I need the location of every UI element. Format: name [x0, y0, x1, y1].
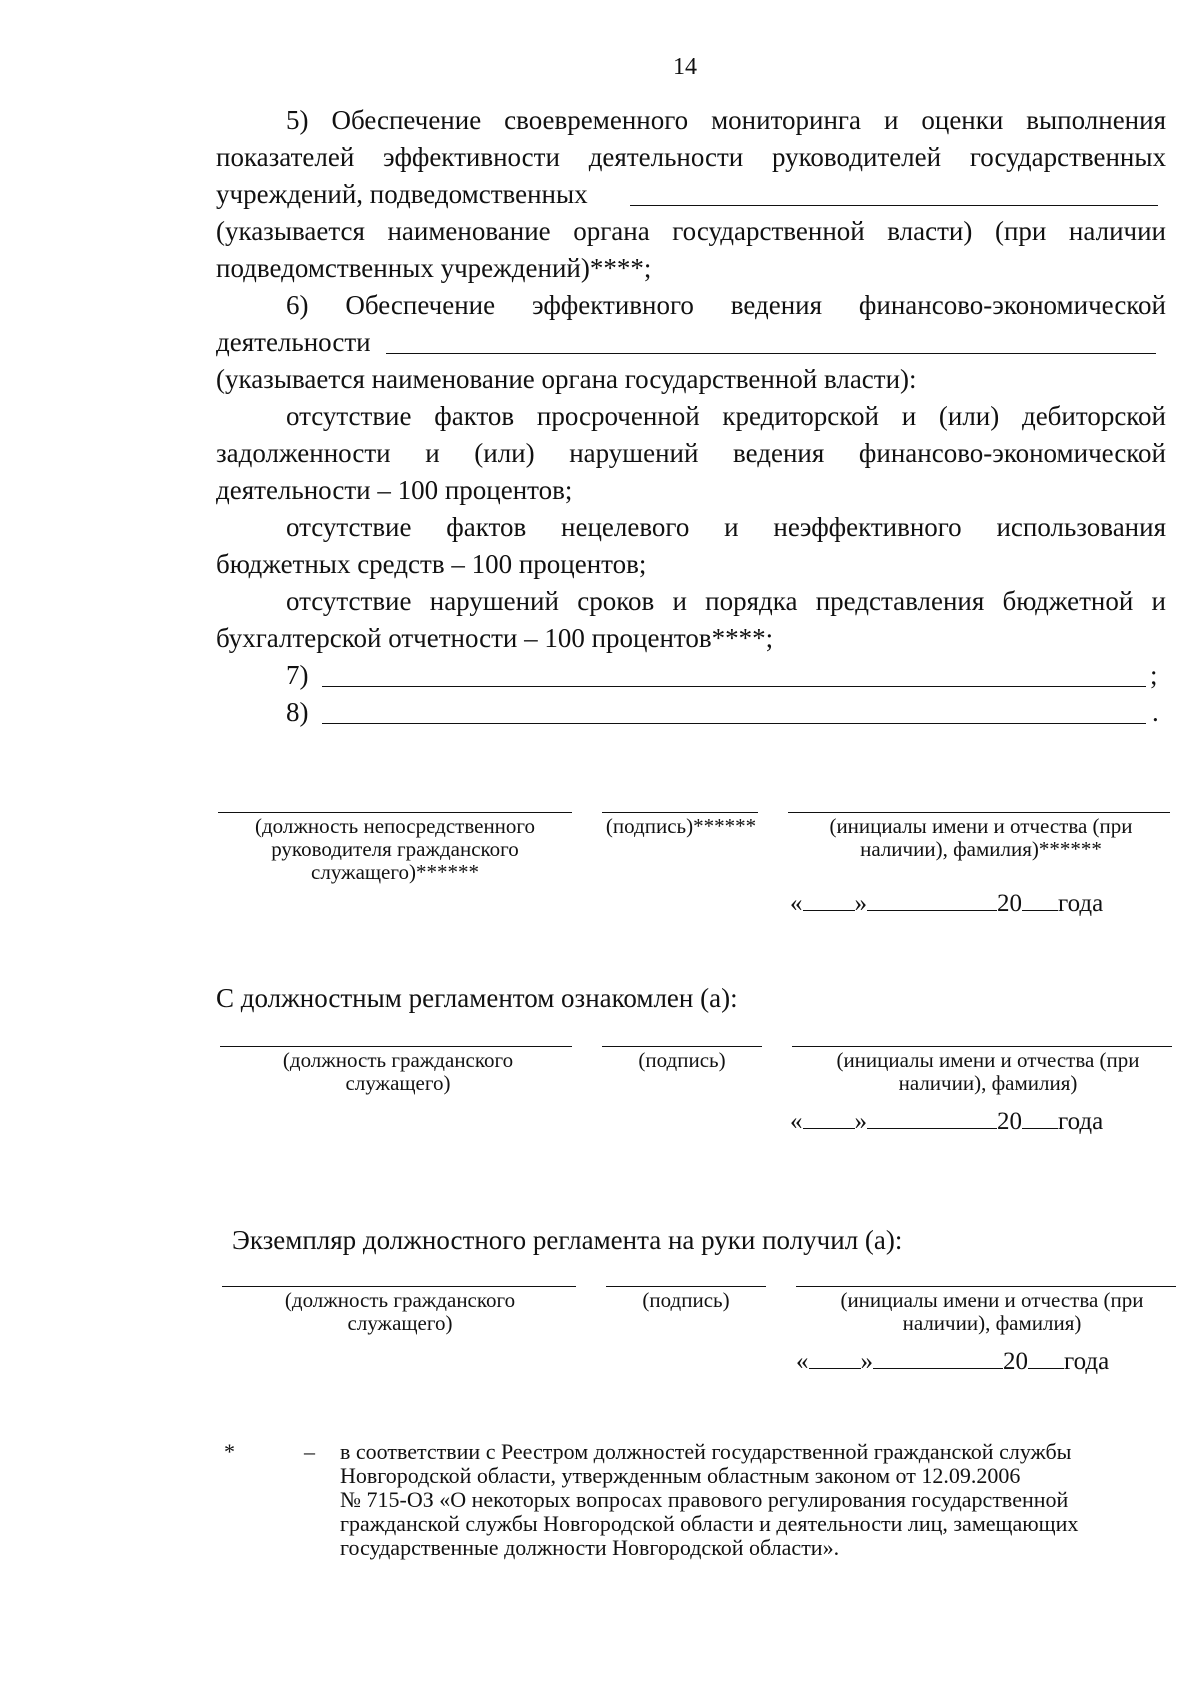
received-position-line [222, 1286, 576, 1287]
item6-line1-wrap [216, 287, 1166, 324]
criterion-1: отсутствие фактов просроченной кредиторской и (или) дебиторской задолженности и (или) нарушений ведения финансово-экономической [216, 401, 1166, 468]
item7-number: 7) [286, 660, 309, 690]
item8-end: . [1152, 697, 1159, 727]
received-name-line [796, 1286, 1176, 1287]
received-signature-caption: (подпись) [642, 1288, 730, 1312]
supervisor-position-line [218, 812, 572, 813]
item7-blank [322, 686, 1146, 687]
received-heading: Экземпляр должностного регламента на руки получил (а): [232, 1225, 903, 1255]
item6-organ-blank [386, 353, 1156, 354]
acquainted-position-caption: (должность гражданского служащего) [282, 1048, 514, 1095]
date-day-blank [803, 909, 855, 911]
footnote-dash: – [304, 1439, 315, 1464]
footnote-marker: * [224, 1439, 235, 1464]
item8-blank [322, 723, 1146, 724]
supervisor-name-line [788, 812, 1170, 813]
date-row-1: « » 20 года [790, 890, 1104, 917]
acquainted-name-caption: (инициалы имени и отчества (при наличии), фамилия) [836, 1048, 1140, 1095]
received-signature-line [606, 1286, 766, 1287]
supervisor-signature-line [602, 812, 758, 813]
item5-organ-blank [630, 205, 1158, 206]
criterion-3: отсутствие нарушений сроков и порядка представления бюджетной и [286, 586, 1166, 616]
supervisor-signature-caption: (подпись)****** [605, 814, 757, 838]
date-row-2: « » 20 года [790, 1108, 1104, 1135]
supervisor-position-caption: (должность непосредственного руководителя гражданского служащего)****** [254, 814, 536, 884]
date-month-blank [867, 909, 997, 911]
criterion-2: отсутствие фактов нецелевого и неэффективного использования [286, 512, 1166, 542]
item5-line1: 5) Обеспечение своевременного мониторинга и оценки выполнения [286, 105, 1166, 135]
footnote-text: в соответствии с Реестром должностей государственной гражданской службы Новгородской области, утвержденным областным законом от 12.09.2006 № 715-ОЗ «О некоторых вопросах правового регулирования государственной гражданской службы Новгородской области и деятельности лиц, замещающих государственные должности Новгородской области». [340, 1439, 1079, 1560]
criterion-3-end: бухгалтерской отчетности – 100 процентов****; [216, 623, 774, 653]
supervisor-name-caption: (инициалы имени и отчества (при наличии), фамилия)****** [829, 814, 1133, 861]
acquainted-position-line [220, 1046, 572, 1047]
received-name-caption: (инициалы имени и отчества (при наличии), фамилия) [840, 1288, 1144, 1335]
acquainted-signature-caption: (подпись) [638, 1048, 726, 1072]
item6-line2-prefix: деятельности [216, 327, 371, 357]
item7-end: ; [1150, 660, 1158, 690]
acquainted-heading: С должностным регламентом ознакомлен (а): [216, 983, 738, 1013]
criterion-2-end: бюджетных средств – 100 процентов; [216, 549, 647, 579]
acquainted-name-line [792, 1046, 1172, 1047]
item8-number: 8) [286, 697, 309, 727]
page-number: 14 [673, 54, 697, 80]
item5-line5: подведомственных учреждений)****; [216, 253, 652, 283]
item5-line2: показателей эффективности деятельности руководителей государственных [216, 142, 1166, 172]
date-row-3: « » 20 года [796, 1348, 1110, 1375]
item5-line3-prefix: учреждений, подведомственных [216, 179, 588, 209]
item5-line4: (указывается наименование органа государственной власти) (при наличии [216, 216, 1166, 246]
item5-paragraph [216, 102, 1166, 176]
received-position-caption: (должность гражданского служащего) [284, 1288, 516, 1335]
item6-line3: (указывается наименование органа государственной власти): [216, 364, 917, 394]
date-year-blank [1022, 909, 1058, 911]
item6-line1: 6) Обеспечение эффективного ведения финансово-экономической [286, 290, 1166, 320]
criterion-1-end: деятельности – 100 процентов; [216, 475, 573, 505]
acquainted-signature-line [602, 1046, 762, 1047]
